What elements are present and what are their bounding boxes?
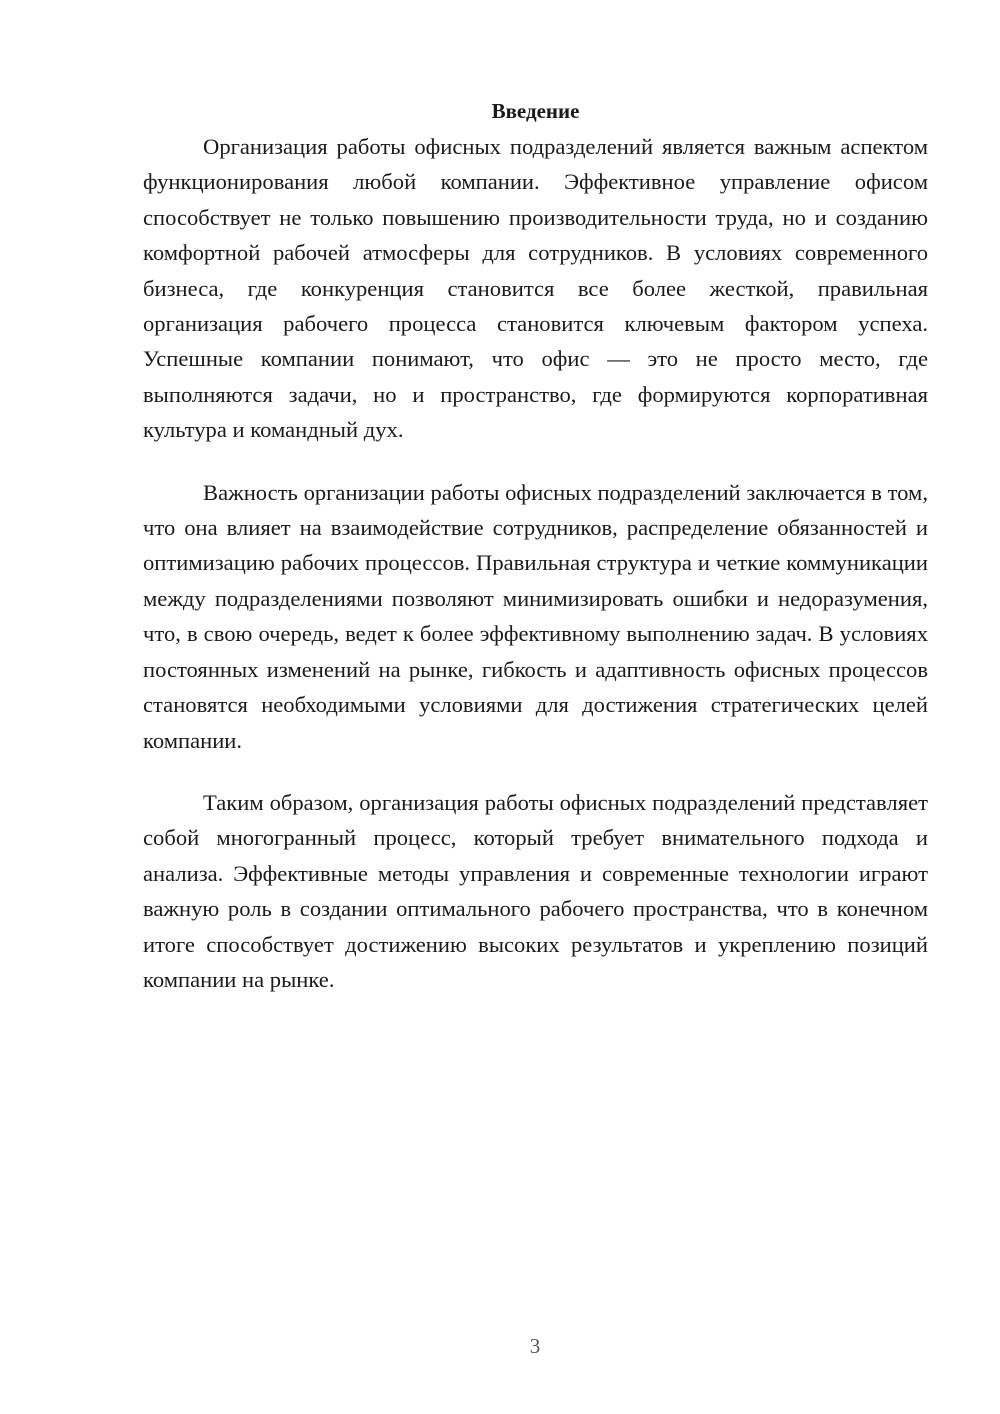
paragraph-1: Организация работы офисных подразделений является важным аспектом функционирования любой компании. Эффективное управление офисом способствует не только повышению производительности труда, но и созданию комфортной рабочей атмосферы для сотрудников. В условиях современного бизнеса, где конкуренция становится все более жесткой, правильная организация рабочего процесса становится ключевым фактором успеха. Успешные компании понимают, что офис — это не просто место, где выполняются задачи, но и пространство, где формируются корпоративная культура и командный дух. [143,134,928,443]
section-heading: Введение [491,99,580,123]
page-content [143,94,928,1024]
paragraph-3: Таким образом, организация работы офисных подразделений представляет собой многогранный процесс, который требует внимательного подхода и анализа. Эффективные методы управления и современные технологии играют важную роль в создании оптимального рабочего пространства, что в конечном итоге способствует достижению высоких результатов и укреплению позиций компании на рынке. [143,789,928,992]
page-number: 3 [529,1334,541,1358]
paragraph-2: Важность организации работы офисных подразделений заключается в том, что она влияет на взаимодействие сотрудников, распределение обязанностей и оптимизацию рабочих процессов. Правильная структура и четкие коммуникации между подразделениями позволяют минимизировать ошибки и недоразумения, что, в свою очередь, ведет к более эффективному выполнению задач. В условиях постоянных изменений на рынке, гибкость и адаптивность офисных процессов становятся необходимыми условиями для достижения стратегических целей компании. [143,479,928,753]
